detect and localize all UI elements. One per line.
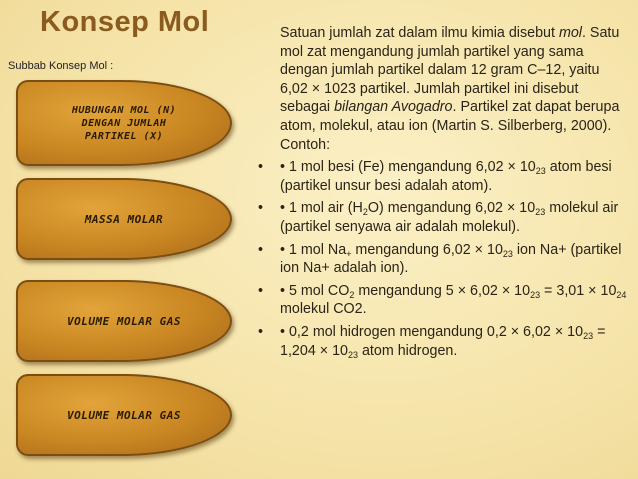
- menu-button-volume-molar-gas-1[interactable]: [16, 280, 232, 362]
- list-item: • • 5 mol $CO_2$ mengandung $5 \times 6,02 \times 10_{23} = 3,01 \times 10_{24}$ molekul CO2.: [258, 282, 628, 319]
- content-text: [258, 24, 628, 360]
- menu-button-label: DENGAN JUMLAH: [81, 117, 167, 129]
- page-title: Konsep Mol: [40, 6, 210, 38]
- intro-text: . Satu mol zat mengandung jumlah partikel yang sama dengan jumlah partikel dalam 12 gram C–12, yaitu 6,02 × 1023 partikel. Jumlah partikel ini disebut sebagai: [280, 25, 620, 116]
- intro-emphasis-avogadro: bilangan Avogadro: [334, 99, 453, 116]
- menu-button-volume-molar-gas-2[interactable]: [16, 374, 232, 456]
- menu-button-label: VOLUME MOLAR GAS: [67, 314, 181, 328]
- list-item: • • 1 mol air $(H_2O)$ mengandung $6,02 \times 10_{23}$ molekul air (partikel senyawa air adalah molekul).: [258, 199, 628, 236]
- menu-button-massa-molar[interactable]: [16, 178, 232, 260]
- intro-text: . Partikel zat dapat berupa atom, molekul, atau ion (Martin S. Silberberg, 2000). Contoh:: [280, 99, 620, 153]
- menu-button-label: MASSA MOLAR: [84, 212, 164, 226]
- list-item: • • 1 mol besi (Fe) mengandung $6,02 \times 10_{23}$ atom besi (partikel unsur besi adalah atom).: [258, 158, 628, 195]
- list-item: • • 0,2 mol hidrogen mengandung $0,2 \times 6,02 \times 10_{23} = 1,204 \times 10_{23}$ atom hidrogen.: [258, 323, 628, 360]
- menu-button-hubungan-mol[interactable]: [16, 80, 232, 166]
- menu-button-label: HUBUNGAN MOL (N): [71, 104, 177, 116]
- intro-text: Satuan jumlah zat dalam ilmu kimia disebut: [280, 25, 559, 41]
- intro-paragraph: [280, 24, 628, 154]
- menu-button-label: VOLUME MOLAR GAS: [67, 408, 181, 422]
- menu-button-label: PARTIKEL (X): [84, 130, 164, 142]
- intro-emphasis-mol: mol: [558, 25, 582, 41]
- list-item: • • 1 mol $Na_+$ mengandung $6,02 \times 10_{23}$ ion Na+ (partikel ion Na+ adalah ion).: [258, 241, 628, 278]
- example-list: [258, 158, 628, 360]
- subtitle: Subbab Konsep Mol :: [8, 60, 114, 72]
